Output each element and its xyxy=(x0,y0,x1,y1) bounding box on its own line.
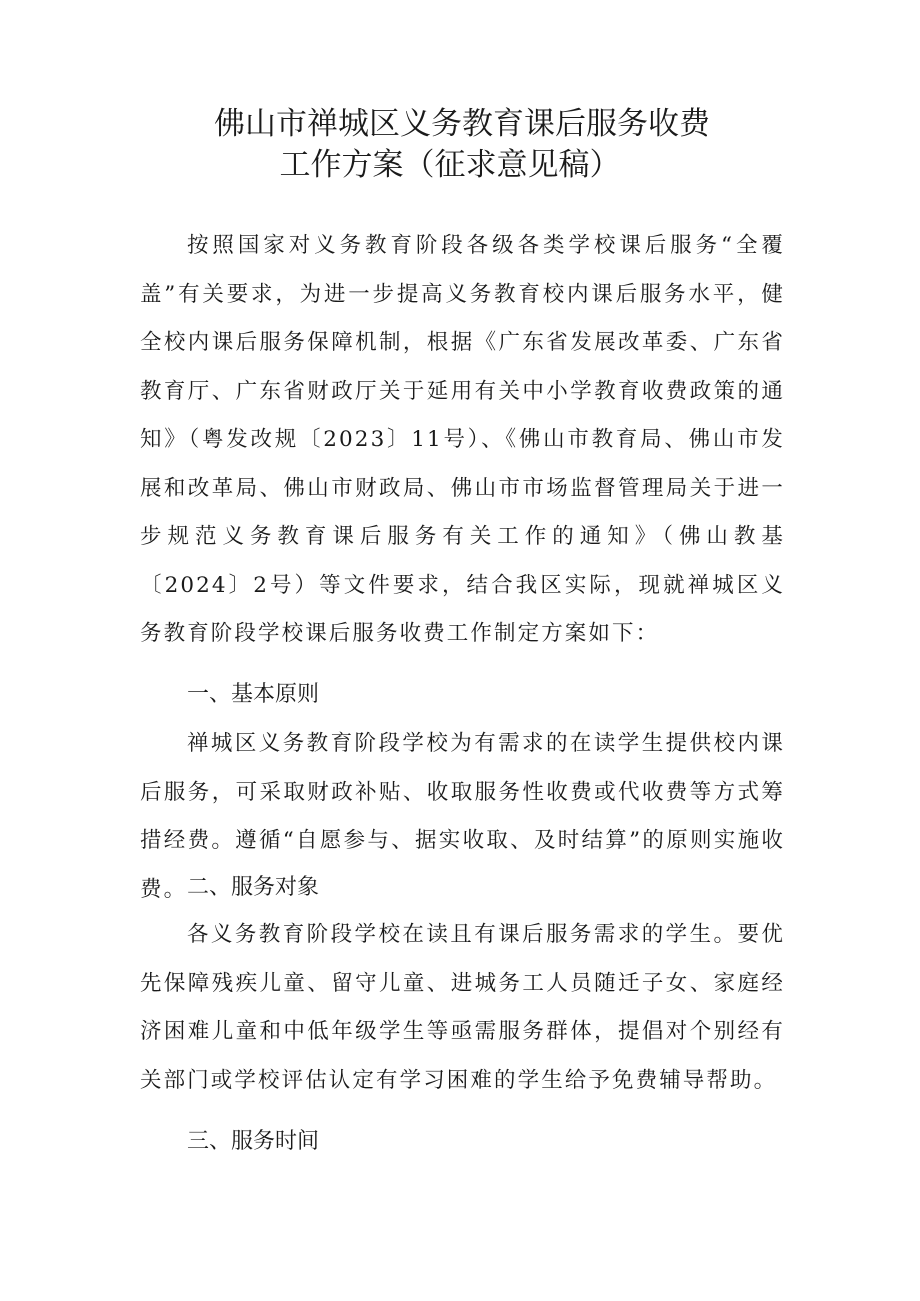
section-heading-service-targets: 二、服务对象 xyxy=(187,875,320,900)
document-title-line-1: 佛山市禅城区义务教育课后服务收费 xyxy=(214,106,710,142)
section-paragraph-service-targets: 各义务教育阶段学校在读且有课后服务需求的学生。要优先保障残疾儿童、留守儿童、进城务工人员随迁子女、家庭经济困难儿童和中低年级学生等亟需服务群体，提倡对个别经有关部门或学校评估认定有学习困难的学生给予免费辅导帮助。 xyxy=(140,922,785,1093)
section-heading-service-time: 三、服务时间 xyxy=(187,1129,320,1154)
section-heading-basic-principles: 一、基本原则 xyxy=(187,682,320,707)
intro-paragraph: 按照国家对义务教育阶段各级各类学校课后服务“全覆盖”有关要求，为进一步提高义务教育校内课后服务水平，健全校内课后服务保障机制，根据《广东省发展改革委、广东省教育厅、广东省财政厅关于延用有关中小学教育收费政策的通知》（粤发改规〔2023〕11号）、《佛山市教育局、佛山市发展和改革局、佛山市财政局、佛山市市场监督管理局关于进一步规范义务教育课后服务有关工作的通知》（佛山教基〔2024〕2号）等文件要求，结合我区实际，现就禅城区义务教育阶段学校课后服务收费工作制定方案如下： xyxy=(140,233,785,646)
document-title-line-2: 工作方案（征求意见稿） xyxy=(279,147,621,183)
section-paragraph-basic-principles: 禅城区义务教育阶段学校为有需求的在读学生提供校内课后服务，可采取财政补贴、收取服务性收费或代收费等方式筹措经费。遵循“自愿参与、据实收取、及时结算”的原则实施收费。 xyxy=(140,731,785,902)
